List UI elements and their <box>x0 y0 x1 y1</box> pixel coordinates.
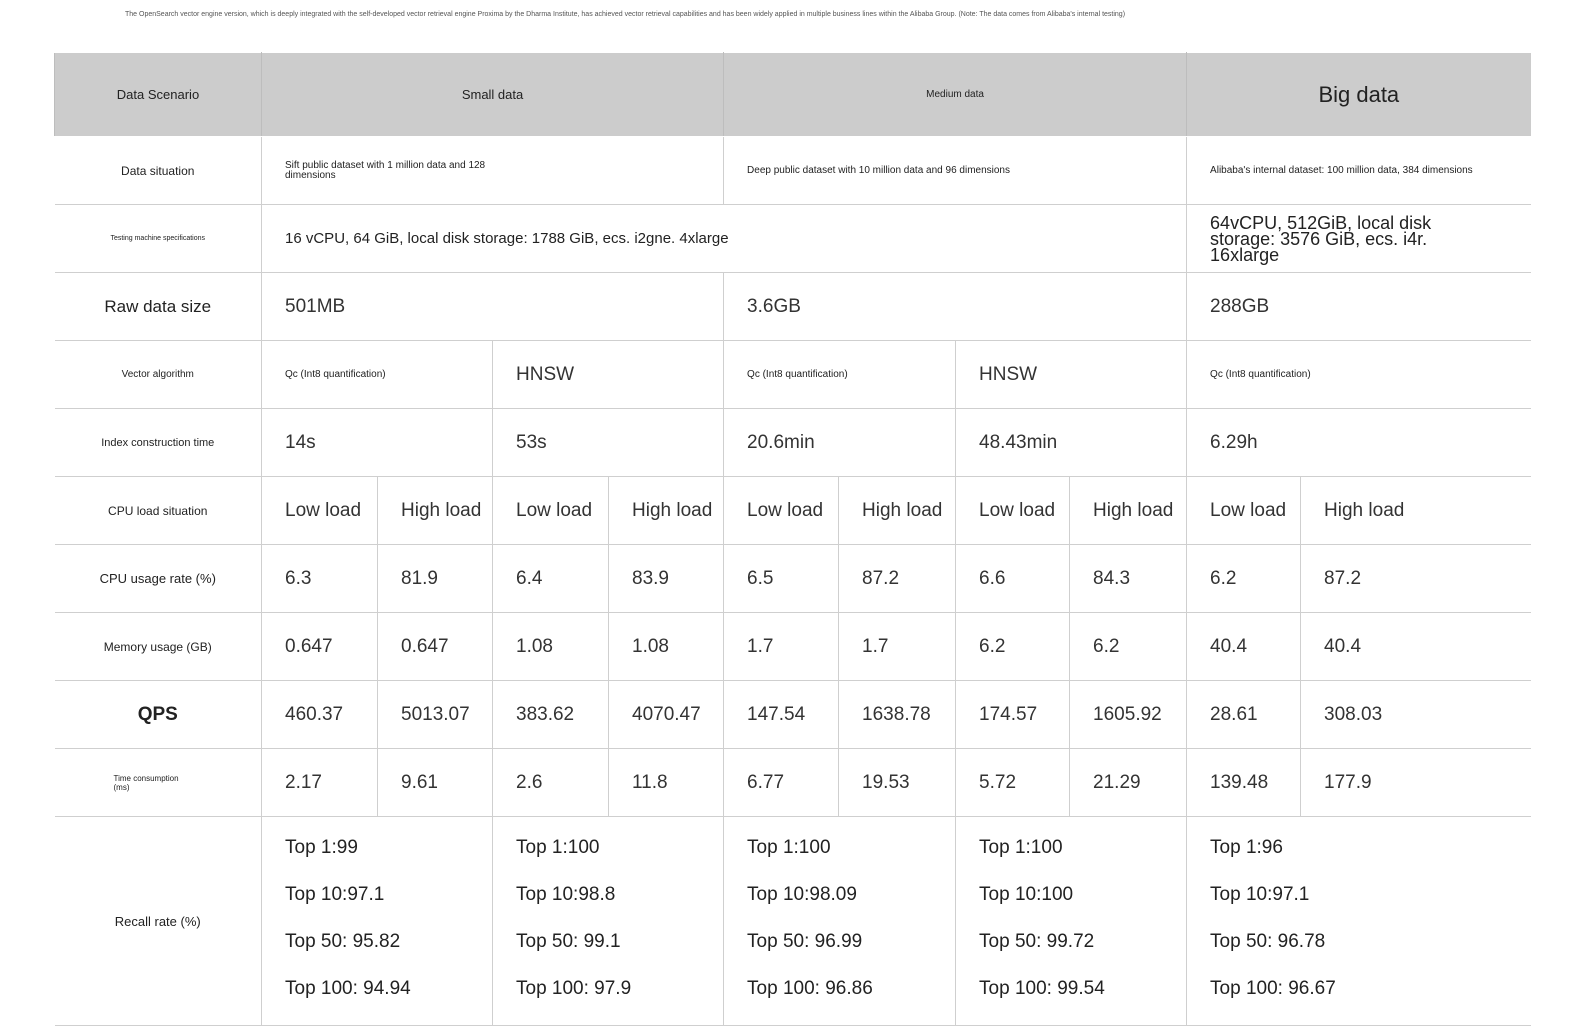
index-value: 14s <box>262 409 493 477</box>
source-note: The OpenSearch vector engine version, which is deeply integrated with the self-developed vector retrieval engine Proxima by the Dharma Institute, has achieved vector retrieval capabilities and has been widely applied in multiple business lines within the Alibaba Group. (Note: The data comes from Alibaba's internal testing) <box>125 11 1126 18</box>
recall-entry: Top 10:100 <box>979 884 1074 905</box>
recall-group-medium-hnsw <box>956 817 1187 1026</box>
time-cell: 139.48 <box>1187 749 1301 817</box>
raw-medium: 3.6GB <box>724 273 1187 341</box>
header-medium-data: Medium data <box>724 53 1187 137</box>
memory-cell: 6.2 <box>1070 613 1187 681</box>
cpu-load-cell: Low load <box>493 477 609 545</box>
label-raw-data-size: Raw data size <box>55 273 262 341</box>
recall-group-small-hnsw <box>493 817 724 1026</box>
cpu-usage-cell: 87.2 <box>839 545 956 613</box>
memory-cell: 0.647 <box>378 613 493 681</box>
index-value: 53s <box>493 409 724 477</box>
index-value: 48.43min <box>956 409 1187 477</box>
row-recall-rate <box>55 817 1531 1026</box>
benchmark-table <box>54 52 1531 1026</box>
recall-entry: Top 10:98.8 <box>516 884 616 905</box>
cpu-usage-cell: 83.9 <box>609 545 724 613</box>
cpu-usage-cell: 81.9 <box>378 545 493 613</box>
cpu-load-cell: Low load <box>1187 477 1301 545</box>
recall-entry: Top 100: 94.94 <box>285 978 411 999</box>
qps-cell: 174.57 <box>956 681 1070 749</box>
recall-entry: Top 1:99 <box>285 837 358 858</box>
label-cpu-usage: CPU usage rate (%) <box>55 545 262 613</box>
situation-small: Sift public dataset with 1 million data and 128 dimensions <box>285 159 486 181</box>
memory-cell: 1.08 <box>609 613 724 681</box>
row-data-situation <box>55 137 1531 205</box>
cpu-load-cell: Low load <box>262 477 378 545</box>
cpu-load-cell: High load <box>378 477 493 545</box>
raw-big: 288GB <box>1187 273 1531 341</box>
time-cell: 11.8 <box>609 749 724 817</box>
cpu-usage-cell: 84.3 <box>1070 545 1187 613</box>
row-qps <box>55 681 1531 749</box>
row-cpu-load <box>55 477 1531 545</box>
row-raw-data-size <box>55 273 1531 341</box>
recall-entry: Top 10:98.09 <box>747 884 857 905</box>
row-time-consumption <box>55 749 1531 817</box>
row-spec <box>55 205 1531 273</box>
cpu-load-cell: Low load <box>724 477 839 545</box>
recall-entry: Top 100: 96.86 <box>747 978 873 999</box>
situation-medium: Deep public dataset with 10 million data and 96 dimensions <box>747 164 1010 176</box>
raw-small: 501MB <box>262 273 724 341</box>
qps-cell: 383.62 <box>493 681 609 749</box>
memory-cell: 6.2 <box>956 613 1070 681</box>
recall-entry: Top 50: 96.78 <box>1210 931 1326 952</box>
recall-entry: Top 1:100 <box>516 837 600 858</box>
cpu-usage-cell: 6.2 <box>1187 545 1301 613</box>
recall-group-big-qc <box>1187 817 1531 1026</box>
qps-cell: 308.03 <box>1301 681 1531 749</box>
recall-entry: Top 10:97.1 <box>285 884 385 905</box>
recall-entry: Top 10:97.1 <box>1210 884 1310 905</box>
cpu-load-cell: High load <box>1301 477 1531 545</box>
recall-entry: Top 1:100 <box>747 837 831 858</box>
qps-cell: 5013.07 <box>378 681 493 749</box>
algo-big-qc: Qc (Int8 quantification) <box>1187 341 1531 409</box>
memory-cell: 40.4 <box>1301 613 1531 681</box>
time-cell: 19.53 <box>839 749 956 817</box>
cpu-usage-cell: 6.5 <box>724 545 839 613</box>
label-time-consumption: Time consumption (ms) <box>113 773 179 792</box>
recall-entry: Top 50: 95.82 <box>285 931 401 952</box>
time-cell: 5.72 <box>956 749 1070 817</box>
recall-entry: Top 1:100 <box>979 837 1063 858</box>
recall-group-small-qc <box>262 817 493 1026</box>
row-memory-usage <box>55 613 1531 681</box>
memory-cell: 1.7 <box>724 613 839 681</box>
row-index-construction <box>55 409 1531 477</box>
time-cell: 2.17 <box>262 749 378 817</box>
label-recall-rate: Recall rate (%) <box>55 817 262 1026</box>
spec-small-medium: 16 vCPU, 64 GiB, local disk storage: 1788 GiB, ecs. i2gne. 4xlarge <box>262 205 1187 273</box>
recall-entry: Top 50: 99.1 <box>516 931 621 952</box>
label-spec: Testing machine specifications <box>55 205 262 273</box>
cpu-usage-cell: 6.4 <box>493 545 609 613</box>
time-cell: 2.6 <box>493 749 609 817</box>
qps-cell: 460.37 <box>262 681 378 749</box>
row-vector-algorithm <box>55 341 1531 409</box>
algo-medium-qc: Qc (Int8 quantification) <box>724 341 956 409</box>
time-cell: 6.77 <box>724 749 839 817</box>
qps-cell: 1638.78 <box>839 681 956 749</box>
header-row <box>55 53 1531 137</box>
index-value: 6.29h <box>1187 409 1531 477</box>
memory-cell: 1.08 <box>493 613 609 681</box>
time-cell: 177.9 <box>1301 749 1531 817</box>
index-value: 20.6min <box>724 409 956 477</box>
label-qps: QPS <box>55 681 262 749</box>
memory-cell: 1.7 <box>839 613 956 681</box>
time-cell: 21.29 <box>1070 749 1187 817</box>
header-small-data: Small data <box>262 53 724 137</box>
label-index-construction: Index construction time <box>55 409 262 477</box>
memory-cell: 40.4 <box>1187 613 1301 681</box>
cpu-load-cell: Low load <box>956 477 1070 545</box>
qps-cell: 1605.92 <box>1070 681 1187 749</box>
header-data-scenario: Data Scenario <box>55 53 262 137</box>
cpu-load-cell: High load <box>1070 477 1187 545</box>
row-cpu-usage <box>55 545 1531 613</box>
recall-entry: Top 100: 99.54 <box>979 978 1105 999</box>
label-cpu-load: CPU load situation <box>55 477 262 545</box>
recall-entry: Top 50: 99.72 <box>979 931 1095 952</box>
algo-small-hnsw: HNSW <box>493 341 724 409</box>
qps-cell: 28.61 <box>1187 681 1301 749</box>
recall-entry: Top 50: 96.99 <box>747 931 863 952</box>
memory-cell: 0.647 <box>262 613 378 681</box>
label-data-situation: Data situation <box>55 137 262 205</box>
spec-big: 64vCPU, 512GiB, local disk storage: 3576 GiB, ecs. i4r. 16xlarge <box>1210 212 1432 265</box>
qps-cell: 147.54 <box>724 681 839 749</box>
qps-cell: 4070.47 <box>609 681 724 749</box>
recall-entry: Top 100: 96.67 <box>1210 978 1336 999</box>
recall-group-medium-qc <box>724 817 956 1026</box>
cpu-load-cell: High load <box>609 477 724 545</box>
recall-entry: Top 100: 97.9 <box>516 978 632 999</box>
algo-small-qc: Qc (Int8 quantification) <box>262 341 493 409</box>
cpu-load-cell: High load <box>839 477 956 545</box>
time-cell: 9.61 <box>378 749 493 817</box>
label-vector-algorithm: Vector algorithm <box>55 341 262 409</box>
cpu-usage-cell: 87.2 <box>1301 545 1531 613</box>
situation-big: Alibaba's internal dataset: 100 million data, 384 dimensions <box>1210 164 1473 176</box>
cpu-usage-cell: 6.6 <box>956 545 1070 613</box>
cpu-usage-cell: 6.3 <box>262 545 378 613</box>
algo-medium-hnsw: HNSW <box>956 341 1187 409</box>
recall-entry: Top 1:96 <box>1210 837 1283 858</box>
label-memory-usage: Memory usage (GB) <box>55 613 262 681</box>
header-big-data: Big data <box>1187 53 1531 137</box>
